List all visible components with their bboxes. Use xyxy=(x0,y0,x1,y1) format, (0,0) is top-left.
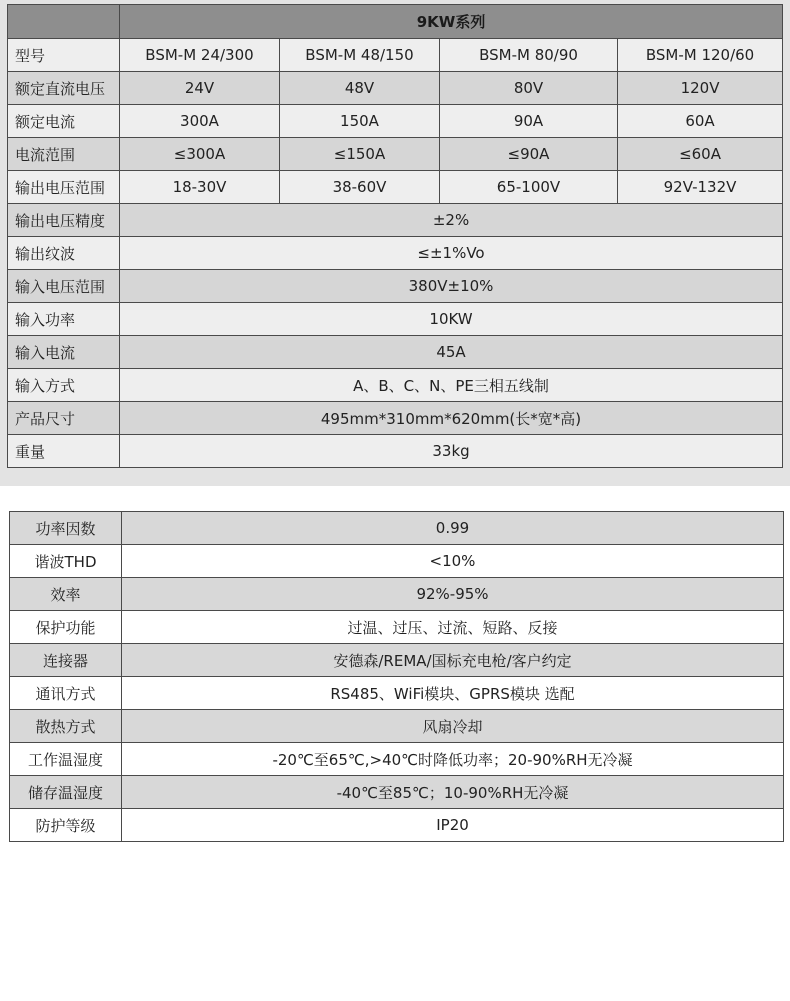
series-header-row xyxy=(8,5,783,39)
value-cell: 80V xyxy=(440,72,618,105)
spec-row-communication xyxy=(10,677,784,710)
value-cell: 380V±10% xyxy=(120,270,783,303)
spec-row-protection xyxy=(10,611,784,644)
value-cell: 120V xyxy=(618,72,783,105)
value-cell: <10% xyxy=(122,545,784,578)
value-cell: 65-100V xyxy=(440,171,618,204)
spec-row-current-range xyxy=(8,138,783,171)
row-label: 效率 xyxy=(10,578,122,611)
spec-row-input-current xyxy=(8,336,783,369)
spec-panel-9kw xyxy=(0,0,790,486)
row-label: 储存温湿度 xyxy=(10,776,122,809)
value-cell: 33kg xyxy=(120,435,783,468)
header-corner-cell xyxy=(8,5,120,39)
value-cell: 150A xyxy=(280,105,440,138)
value-cell: -40℃至85℃；10-90%RH无冷凝 xyxy=(122,776,784,809)
row-label: 功率因数 xyxy=(10,512,122,545)
value-cell: ≤150A xyxy=(280,138,440,171)
spec-row-connector xyxy=(10,644,784,677)
spec-row-efficiency xyxy=(10,578,784,611)
model-cell: BSM-M 24/300 xyxy=(120,39,280,72)
model-row xyxy=(8,39,783,72)
spec-table-9kw xyxy=(7,4,783,468)
value-cell: 安德森/REMA/国标充电枪/客户约定 xyxy=(122,644,784,677)
value-cell: ≤±1%Vo xyxy=(120,237,783,270)
value-cell: 495mm*310mm*620mm(长*宽*高) xyxy=(120,402,783,435)
value-cell: IP20 xyxy=(122,809,784,842)
value-cell: ≤60A xyxy=(618,138,783,171)
row-label: 工作温湿度 xyxy=(10,743,122,776)
spec-row-output-voltage-range xyxy=(8,171,783,204)
value-cell: 92%-95% xyxy=(122,578,784,611)
spec-row-weight xyxy=(8,435,783,468)
value-cell: ±2% xyxy=(120,204,783,237)
row-label: 连接器 xyxy=(10,644,122,677)
value-cell: 10KW xyxy=(120,303,783,336)
row-label: 重量 xyxy=(8,435,120,468)
value-cell: 0.99 xyxy=(122,512,784,545)
spec-row-operating-temp-humidity xyxy=(10,743,784,776)
spec-row-storage-temp-humidity xyxy=(10,776,784,809)
spec-row-harmonic-thd xyxy=(10,545,784,578)
spec-row-output-ripple xyxy=(8,237,783,270)
row-label: 输入方式 xyxy=(8,369,120,402)
row-label: 电流范围 xyxy=(8,138,120,171)
series-title: 9KW系列 xyxy=(120,5,783,39)
row-label: 散热方式 xyxy=(10,710,122,743)
value-cell: 60A xyxy=(618,105,783,138)
value-cell: -20℃至65℃,>40℃时降低功率；20-90%RH无冷凝 xyxy=(122,743,784,776)
value-cell: 24V xyxy=(120,72,280,105)
row-label: 谐波THD xyxy=(10,545,122,578)
value-cell: 45A xyxy=(120,336,783,369)
value-cell: RS485、WiFi模块、GPRS模块 选配 xyxy=(122,677,784,710)
row-label: 保护功能 xyxy=(10,611,122,644)
row-label: 通讯方式 xyxy=(10,677,122,710)
spec-row-input-mode xyxy=(8,369,783,402)
row-label: 输出电压精度 xyxy=(8,204,120,237)
value-cell: ≤90A xyxy=(440,138,618,171)
spec-row-rated-dc-voltage xyxy=(8,72,783,105)
row-label: 输入功率 xyxy=(8,303,120,336)
model-cell: BSM-M 120/60 xyxy=(618,39,783,72)
row-label: 输出电压范围 xyxy=(8,171,120,204)
row-label: 输入电流 xyxy=(8,336,120,369)
value-cell: A、B、C、N、PE三相五线制 xyxy=(120,369,783,402)
value-cell: 300A xyxy=(120,105,280,138)
row-label: 防护等级 xyxy=(10,809,122,842)
row-label: 额定电流 xyxy=(8,105,120,138)
model-label: 型号 xyxy=(8,39,120,72)
value-cell: 38-60V xyxy=(280,171,440,204)
spec-table-general xyxy=(9,511,784,842)
spec-row-output-voltage-accuracy xyxy=(8,204,783,237)
spec-row-power-factor xyxy=(10,512,784,545)
value-cell: ≤300A xyxy=(120,138,280,171)
spec-row-product-size xyxy=(8,402,783,435)
spec-row-protection-rating xyxy=(10,809,784,842)
spec-row-rated-current xyxy=(8,105,783,138)
row-label: 输入电压范围 xyxy=(8,270,120,303)
spec-row-input-voltage-range xyxy=(8,270,783,303)
model-cell: BSM-M 80/90 xyxy=(440,39,618,72)
row-label: 输出纹波 xyxy=(8,237,120,270)
model-cell: BSM-M 48/150 xyxy=(280,39,440,72)
value-cell: 过温、过压、过流、短路、反接 xyxy=(122,611,784,644)
value-cell: 风扇冷却 xyxy=(122,710,784,743)
spec-row-cooling xyxy=(10,710,784,743)
value-cell: 92V-132V xyxy=(618,171,783,204)
row-label: 额定直流电压 xyxy=(8,72,120,105)
spec-row-input-power xyxy=(8,303,783,336)
value-cell: 90A xyxy=(440,105,618,138)
row-label: 产品尺寸 xyxy=(8,402,120,435)
value-cell: 18-30V xyxy=(120,171,280,204)
value-cell: 48V xyxy=(280,72,440,105)
